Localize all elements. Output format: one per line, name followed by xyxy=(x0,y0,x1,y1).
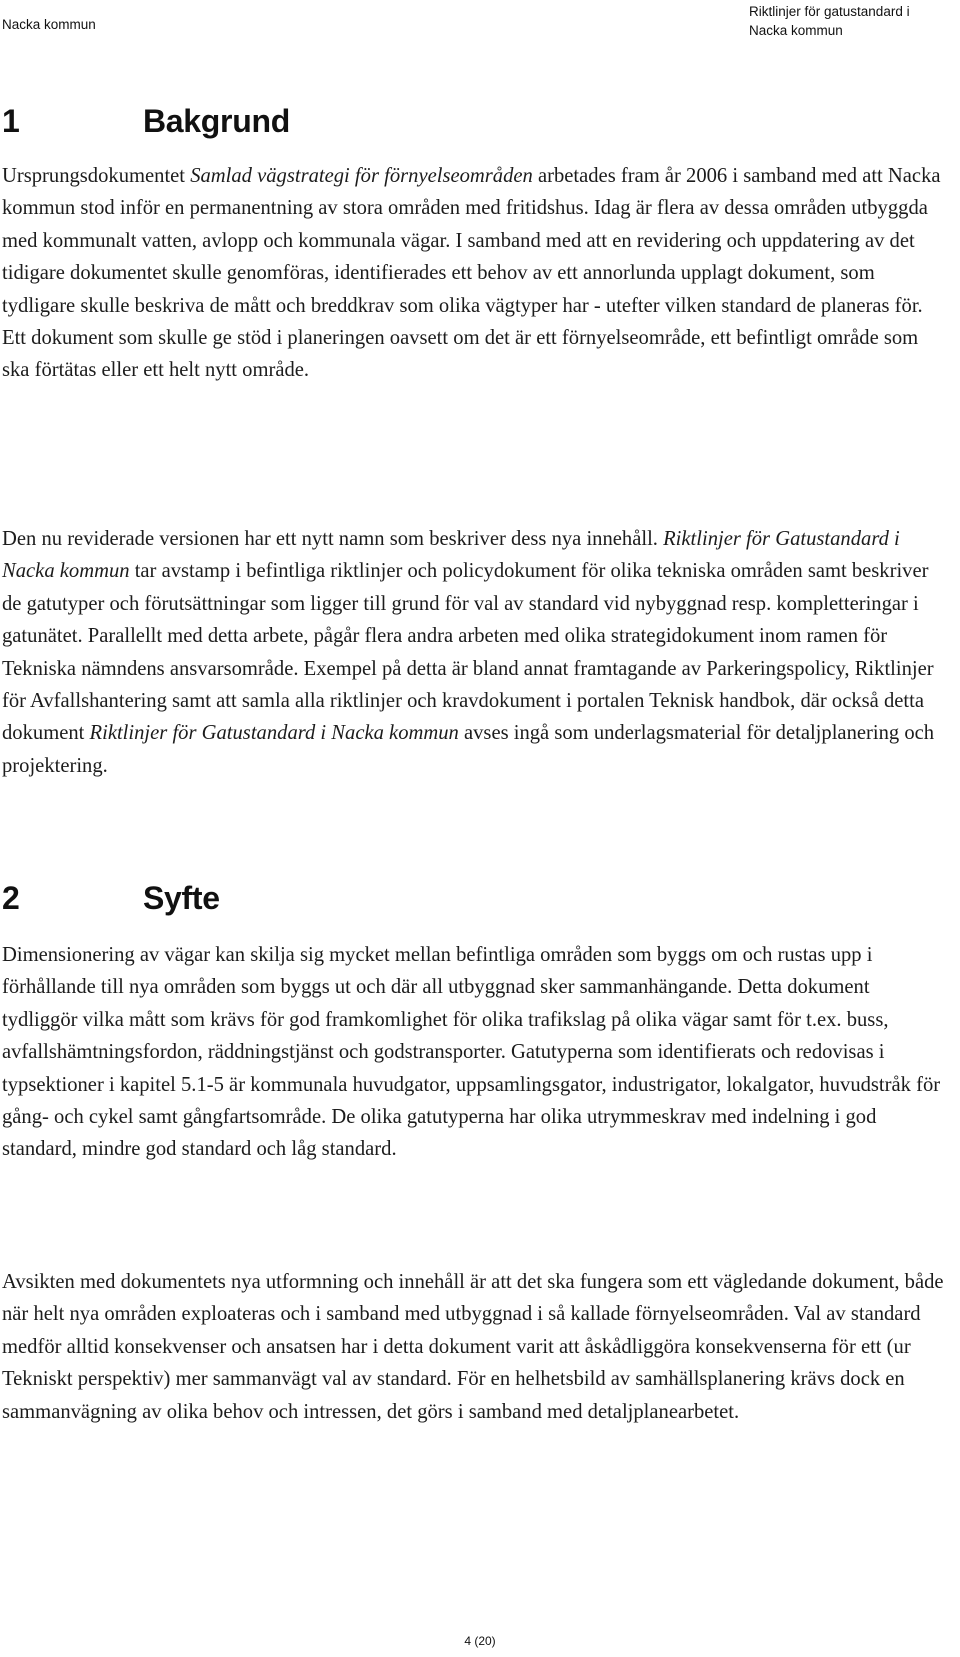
paragraph: Den nu reviderade versionen har ett nytt namn som beskriver dess nya innehåll. Riktlinjer för Gatustandard i Nacka kommun tar avstamp i befintliga riktlinjer och policydokument för olika tekniska områden samt beskriver de gatutyper och förutsättningar som ligger till grund för val av standard vid nybyggnad resp. kompletteringar i gatunätet. Parallellt med detta arbete, pågår flera andra arbeten med olika strategidokument inom ramen för Tekniska nämndens ansvarsområde. Exempel på detta är bland annat framtagande av Parkeringspolicy, Riktlinjer för Avfallshantering samt att samla alla riktlinjer och kravdokument i portalen Teknisk handbok, där också detta dokument Riktlinjer för Gatustandard i Nacka kommun avses ingå som underlagsmaterial för detaljplanering och projektering. xyxy=(2,528,935,777)
header-organization: Nacka kommun xyxy=(2,17,96,32)
document-title-italic: Samlad vägstrategi för förnyelseområden xyxy=(190,165,533,187)
section-heading-bakgrund xyxy=(0,103,600,143)
paragraph: Ett dokument som skulle ge stöd i planeringen oavsett om det är ett förnyelseområde, ett befintligt område som ska förtätas eller ett helt nytt område. xyxy=(2,327,919,382)
document-title-italic: Riktlinjer för Gatustandard i Nacka kommun xyxy=(2,528,900,583)
section-title: Bakgrund xyxy=(143,103,290,139)
page-number: 4 (20) xyxy=(464,1634,496,1648)
paragraph: Avsikten med dokumentets nya utformning och innehåll är att det ska fungera som ett vägledande dokument, både när helt nya områden exploateras och i samband med utbyggnad i så kallade förnyelseområden. Val av standard medför alltid konsekvenser och ansatsen har i detta dokument varit att åskådliggöra konsekvenserna för ett (ur Tekniskt perspektiv) mer sammanvägt val av standard. För en helhetsbild av samhällsplanering krävs dock en sammanvägning av olika behov och intressen, det görs i samband med detaljplanearbetet. xyxy=(2,1271,944,1423)
section-number: 1 xyxy=(2,103,20,139)
document-title-italic: Riktlinjer för Gatustandard i Nacka kommun xyxy=(89,722,459,745)
syfte-paragraph-2 xyxy=(2,1266,947,1428)
header-document-title: Riktlinjer för gatustandard i Nacka kommun xyxy=(749,4,910,38)
running-header xyxy=(0,0,960,60)
paragraph: Dimensionering av vägar kan skilja sig mycket mellan befintliga områden som byggs om och rustas upp i förhållande till nya områden som byggs ut och där all utbyggnad sker sammanhängande. Detta dokument tydliggör vilka mått som krävs för god framkomlighet för olika trafikslag på olika vägar samt för t.ex. buss, avfallshämtningsfordon, räddningstjänst och godstransporter. Gatutyperna som identifierats och redovisas i typsektioner i kapitel 5.1-5 är kommunala huvudgator, uppsamlingsgator, industrigator, lokalgator, huvudstråk för gång- och cykel samt gångfartsområde. De olika gatutyperna har olika utrymmeskrav med indelning i god standard, mindre god standard och låg standard. xyxy=(2,944,941,1161)
bakgrund-paragraphs-1 xyxy=(2,160,947,387)
syfte-paragraph-1 xyxy=(2,939,947,1166)
paragraph: Ursprungsdokumentet Samlad vägstrategi för förnyelseområden arbetades fram år 2006 i samband med att Nacka kommun stod inför en permanentning av stora områden med fritidshus. Idag är flera av dessa områden utbyggda med kommunalt vatten, avlopp och kommunala vägar. I samband med att en revidering och uppdatering av det tidigare dokumentet skulle genomföras, identifierades ett behov av ett annorlunda upplagt dokument, som tydligare skulle beskriva de mått och breddkrav som olika vägtyper har - utefter vilken standard de planeras för. xyxy=(2,165,941,317)
section-number: 2 xyxy=(2,880,20,916)
bakgrund-paragraphs-2 xyxy=(2,523,947,782)
section-heading-syfte xyxy=(0,880,600,920)
section-title: Syfte xyxy=(143,880,220,916)
